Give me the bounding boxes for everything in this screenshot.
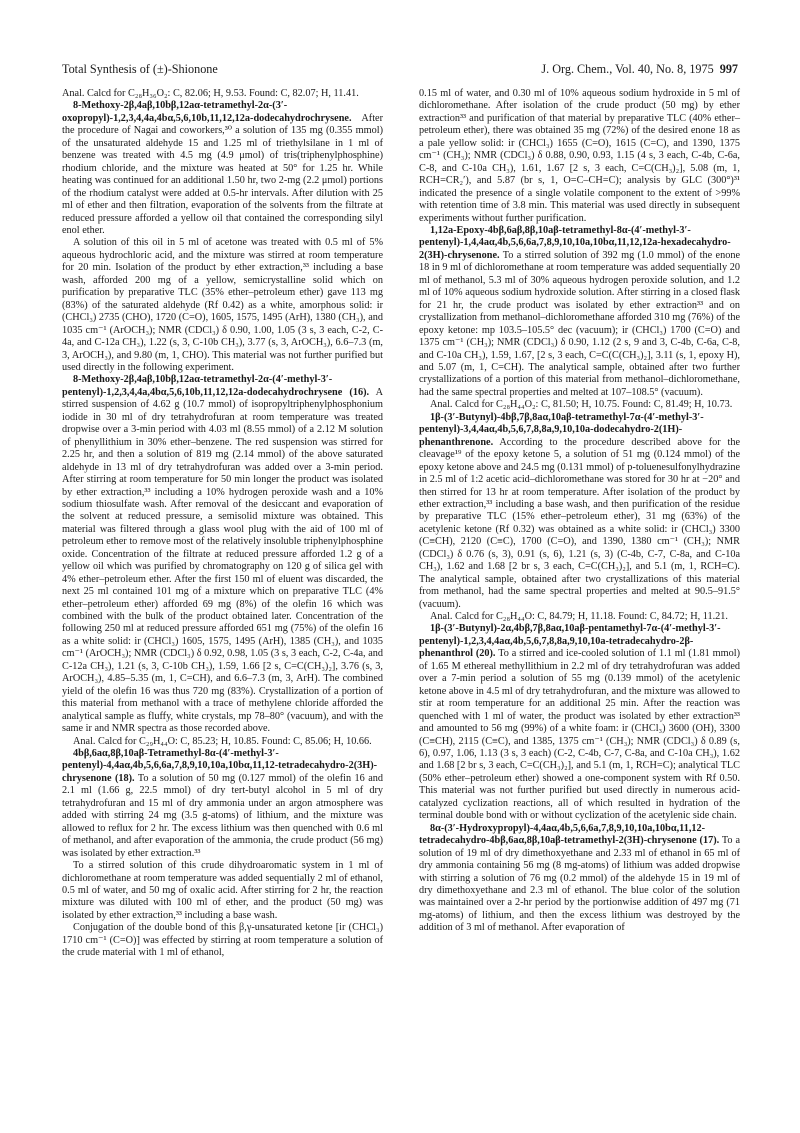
running-title: Total Synthesis of (±)-Shionone xyxy=(62,62,218,76)
compound-paragraph xyxy=(419,623,740,822)
body-paragraph: Anal. Calcd for C₂₈H₄₄O: C, 84.79; H, 11.18. Found: C, 84.72; H, 11.21. xyxy=(430,611,728,623)
compound-title: 8-Methoxy-2β,4aβ,10bβ,12aα-tetramethyl-2α-(4′-methyl-3′-pentenyl)-1,2,3,4,4a,4bα,5,6,10b,11,12,12a-dodecahydrochrysene (16). xyxy=(62,374,370,398)
compound-paragraph xyxy=(419,823,740,935)
body-paragraph: To a stirred solution of this crude dihydroaromatic system in 1 ml of dichloromethane at room temperature was added sequentially 2 ml of ethanol, 0.5 ml of water, and 50 mg of oxalic acid. After stirring for 2 hr, the reaction mixture was diluted with 100 ml of ether, and the product (50 mg) was isolated by ether extraction,³³ including a base wash. xyxy=(62,860,383,921)
procedure-text: To a solution of 50 mg (0.127 mmol) of the olefin 16 and 2.1 ml (1.66 g, 22.5 mmol) of dry tert-butyl alcohol in 5 ml of dry tetrahydrofuran and 15 ml of dry ammonia under an argon atmosphere was added with stirring 24 mg (3.5 g-atoms) of lithium, and the mixture was allowed to reflux for 2 hr. The excess lithium was then quenched with 0.6 ml of methanol, and after evaporation of the ammonia, the crude product (56 mg) was isolated by ether extraction.³³ xyxy=(62,772,383,859)
page-number: 997 xyxy=(719,62,738,76)
procedure-text: According to the procedure described above for the cleavage¹⁹ of the epoxy ketone 5, a solution of 51 mg (0.124 mmol) of the epoxy ketone above and 24.5 mg (0.131 mmol) of p-toluenesulfonylhydrazine in 2.5 ml of 1:2 acetic acid–dichloromethane was stored for 30 hr at −20° and then stirred for 13 hr at room temperature. After isolation of the product by ether extraction,³³ including a base wash, and then purification of the residue by preparative TLC (15% ether–petroleum ether), 31 mg (63%) of the acetylenic ketone (Rf 0.32) was obtained as a white solid: ir (CHCl₃) 3300 (C≡CH), 2120 (C≡C), 1700 (C=O), and 1390, 1380 cm⁻¹ (CH₃); NMR (CDCl₃) δ 0.76 (s, 3), 0.91 (s, 6), 1.21 (s, 3) (C-4b, C-7, C-8a, and C-10a CH₃), 1.62 and 1.68 [2 br s, 3 each, C=C(CH₃)₂], and 5.1 (m, 1, RCH=C). The analytical sample, obtained after two crystallizations of this material from methanol, had the same spectral properties and melted at 90.5–91.5° (vacuum). xyxy=(419,436,740,610)
procedure-text: To a stirred and ice-cooled solution of 1.1 ml (1.81 mmol) of 1.65 M ethereal methyllithium in 2.2 ml of dry tetrahydrofuran was added over a 7-min period a solution of 55 mg (0.139 mmol) of the acetylenic ketone above in 4.5 ml of dry tetrahydrofuran, and the mixture was allowed to stir at room temperature for an additional 25 min. After the reaction was quenched with 1 ml of water, the product was isolated by ether extraction³³ and amounted to 56 mg (99%) of a white foam: ir (CHCl₃) 3600 (OH), 3300 (C≡CH), 2115 (C≡C), and 1385, 1375 cm⁻¹ (CH₃); NMR (CDCl₃) δ 0.89 (s, 6), 0.97, 1.06, 1.13 (3 s, 3 each) (C-2, C-4b, C-7, C-8a, and C-10a CH₃), 1.62 and 1.68 [2 br s, 3 each, C=C(CH₃)₂], and 5.1 (m, 1, RCH=C); analytical TLC (50% ether–petroleum ether) showed a one-component system with Rf 0.50. This material was not further purified but used directly in numerous acid-catalyzed cyclization reactions, all of which resulted in hydration of the terminal double bond with or without cyclization of the acetylenic side chain. xyxy=(419,648,740,822)
compound-paragraph xyxy=(419,412,740,611)
body-paragraph: Conjugation of the double bond of this β,γ-unsaturated ketone [ir (CHCl₃) 1710 cm⁻¹ (C=O)] was effected by stirring at room temperature a solution of the crude material with 1 ml of ethanol, xyxy=(62,922,383,959)
compound-title: 1β-(3′-Butynyl)-4bβ,7β,8aα,10aβ-tetramethyl-7α-(4′-methyl-3′-pentenyl)-3,4,4aα,4b,5,6,7,8,8a,9,10,10a-dodecahydro-2(1H)-phenanthrenone. xyxy=(419,411,704,448)
compound-title: 1β-(3′-Butynyl)-2α,4bβ,7β,8aα,10aβ-pentamethyl-7α-(4′-methyl-3′-pentenyl)-1,2,3,4,4aα,4b,5,6,7,8,8a,9,10,10a-tetradecahydro-2β-phenanthrol (20). xyxy=(419,623,721,660)
compound-title: 8α-(3′-Hydroxypropyl)-4,4aα,4b,5,6,6a,7,8,9,10,10a,10bα,11,12-tetradecahydro-4bβ,6aα,8β,10aβ-tetramethyl-2(3H)-chrysenone (17). xyxy=(419,822,720,847)
left-column xyxy=(62,88,383,960)
compound-paragraph xyxy=(62,748,383,860)
compound-paragraph xyxy=(62,374,383,735)
procedure-text: To a solution of 19 ml of dry dimethoxyethane and 2.33 ml of ethanol in 65 ml of dry ammonia containing 56 mg (8 mg-atoms) of lithium was added dropwise with stirring a solution of 76 mg (0.2 mmol) of the aldehyde 15 in 19 ml of dry dimethoxyethane and 2.3 ml of ethanol. The blue color of the solution was maintained over a 2-hr period by the portionwise addition of 497 mg (71 mg-atoms) of lithium, and then the excess lithium was destroyed by the addition of 3 ml of methanol. After evaporation of xyxy=(419,835,740,934)
procedure-text: After the procedure of Nagai and coworkers,³⁰ a solution of 135 mg (0.355 mmol) of the unsaturated aldehyde 15 and 1.25 ml of triethylsilane in 1 ml of benzene was treated with 4.5 mg (4.9 μmol) of tris(triphenylphosphine) rhodium chloride, and the mixture was heated at 50° for 1.25 hr. While heating was continued for an additional 1.50 hr, two 2-mg (2.2 μmol) portions of the rhodium catalyst were added at 0.5-hr intervals. After dilution with 25 ml of ether and then filtration, evaporation of the solvents from the filtrate at reduced pressure afforded a yellow oil that contained the corresponding silyl enol ether. xyxy=(62,112,383,236)
journal-citation xyxy=(541,62,738,77)
journal-name: J. Org. Chem., Vol. 40, No. 8, 1975 xyxy=(541,62,714,76)
compound-title: 8-Methoxy-2β,4aβ,10bβ,12aα-tetramethyl-2α-(3′-oxopropyl)-1,2,3,4,4a,4bα,5,6,10b,11,12,12a-dodecahydrochrysene. xyxy=(62,100,352,124)
right-column xyxy=(419,88,740,935)
body-paragraph: 0.15 ml of water, and 0.30 ml of 10% aqueous sodium hydroxide in 5 ml of dichloromethane. After isolation of the crude product (50 mg) by ether extraction³³ and purification of that material by preparative TLC (40% ether–petroleum ether), there was obtained 35 mg (72%) of the desired enone 18 as a pale yellow solid: ir (CHCl₃) 1655 (C=O), 1615 (C=C), and 1390, 1375 cm⁻¹ (CH₃); NMR (CDCl₃) δ 0.88, 0.90, 0.93, 1.15 (4 s, 3 each, C-4b, C-6a, C-8, and C-10a CH₃), 1.61, 1.67 [2 s, 3 each, C=C(CH₃)₂], 5.08 (m, 1, RCH=CR₂′), and 5.87 (br s, 1, O=C–CH=C); analysis by GLC (300°)³¹ indicated the presence of a single volatile component to the extent of >99% with retention time of 3.8 min. This material was used directly in subsequent experiments without further purification. xyxy=(419,88,740,224)
procedure-text: To a stirred solution of 392 mg (1.0 mmol) of the enone 18 in 9 ml of dichloromethane at room temperature was added sequentially 20 ml of methanol, 5.3 ml of 30% aqueous hydrogen peroxide solution, and 1.2 ml of 10% aqueous sodium hydroxide solution. After stirring in a closed flask for 21 hr, the crude product was isolated by ether extraction³³ and on crystallization from methanol–dichloromethane afforded 310 mg (76%) of the epoxy ketone: mp 103.5–105.5° dec (vacuum); ir (CHCl₃) 1700 (C=O) and 1375 cm⁻¹ (CH₃); NMR (CDCl₃) δ 0.90, 1.12 (2 s, 9 and 3, C-4b, C-6a, C-8, and C-10a CH₃), 1.59, 1.67, [2 s, 3 each, C=C(C(CH₃)₂], 3.11 (s, 1, epoxy H), and 5.07 (m, 1, C=CH). The analytical sample, obtained after two further crystallizations of a portion of this material from methanol–dichloromethane, had the same spectral properties and melted at 107–108.5° (vacuum). xyxy=(419,249,740,398)
compound-title: 1,12a-Epoxy-4bβ,6aβ,8β,10aβ-tetramethyl-8α-(4′-methyl-3′-pentenyl)-1,4,4aα,4b,5,6,6a,7,8,9,10,10a,10bα,11,12,12a-hexadecahydro-2(3H)-chrysenone. xyxy=(419,224,731,261)
body-paragraph: A solution of this oil in 5 ml of acetone was treated with 0.5 ml of 5% aqueous hydrochloric acid, and the mixture was stirred at room temperature for 20 min. Isolation of the product by ether extraction,³³ including a base wash, afforded 200 mg of a yellow, semicrystalline solid which on purification by preparative TLC (35% ether–petroleum ether) gave 113 mg (83%) of the saturated aldehyde (Rf 0.42) as a white, amorphous solid: ir (CHCl₃) 2735 (CHO), 1720 (C=O), 1605, 1575, 1495 (ArH), 1380 (CH₃), and 1035 cm⁻¹ (ArOCH₃); NMR (CDCl₃) δ 0.90, 1.00, 1.05 (3 s, 3 each, C-2, C-4a, and C-12a CH₃), 1.22 (s, 3, C-10b CH₃), 3.77 (s, 3, ArOCH₃), 6.6–7.3 (m, 3, ArOCH₃), and 9.80 (m, 1, CHO). This material was not further purified but used directly in the following experiment. xyxy=(62,237,383,373)
compound-title: 4bβ,6aα,8β,10aβ-Tetramethyl-8α-(4′-methyl-3′-pentenyl)-4,4aα,4b,5,6,6a,7,8,9,10,10a,10bα,11,12-tetradecahydro-2(3H)-chrysenone (18). xyxy=(62,748,378,784)
compound-paragraph xyxy=(62,100,383,237)
body-paragraph: Anal. Calcd for C₂₈H₄₄O₂: C, 81.50; H, 10.75. Found: C, 81.49; H, 10.73. xyxy=(430,399,733,411)
page-header xyxy=(62,62,738,80)
procedure-text: A stirred suspension of 4.62 g (10.7 mmol) of isopropyltriphenylphosphonium iodide in 30 ml of dry tetrahydrofuran at room temperature was treated dropwise over a 3-min period with 4.03 ml (8.55 mmol) of a 2.12 M solution of phenyllithium in 30% ether–benzene. The red suspension was stirred for 2.25 hr, and then a solution of 819 mg (2.14 mmol) of the above saturated aldehyde in 13 ml of dry tetrahydrofuran was added over a 3-min period. After stirring at room temperature for 50 min longer the product was isolated by ether extraction,³³ including a 10% hydrogen peroxide wash and a 10% sodium thiosulfate wash. After removal of the desiccant and evaporation of the solvent at reduced pressure, a semisolid mixture was obtained. This material was filtered through a glass wool plug with the aid of 100 ml of petroleum ether to remove most of the relatively insoluble triphenylphosphine oxide. Concentration of the filtrate at reduced pressure afforded 1.2 g of a yellow oil which was purified by chromatography on 120 g of silica gel with 4% ether–petroleum ether. After the first 150 ml of eluent was discarded, the next 25 ml contained 101 mg of a mixture which on preparative TLC (4% ether–petroleum ether) afforded 69 mg (8%) of the olefin 16 which was combined with the bulk of the product obtained later. Concentration of the following 250 ml at reduced pressure afforded 651 mg (75%) of the olefin 16 as a white solid: ir (CHCl₃) 1605, 1575, 1495 (ArH), 1385 (CH₃), and 1035 cm⁻¹ (ArOCH₃); NMR (CDCl₃) δ 0.92, 0.98, 1.05 (3 s, 3 each, C-2, C-4a, and C-12a CH₃), 1.21 (s, 3, C-10b CH₃), 1.59, 1.66 [2 s, C=C(CH₃)₂], 3.76 (s, 3, ArOCH₃), 4.85–5.35 (m, 1, C=CH), and 6.6–7.3 (m, 3, ArH). The combined yield of the olefin 16 was thus 720 mg (83%). Crystallization of a portion of this material from methanol with a trace of methylene chloride afforded the analytical sample as fluffy, white crystals, mp 78–80° (vacuum), and with the same ir and NMR spectra as those recorded above. xyxy=(62,386,383,735)
compound-paragraph xyxy=(419,225,740,399)
body-paragraph: Anal. Calcd for C₂₈H₃₆O₂: C, 82.06; H, 9.53. Found: C, 82.07; H, 11.41. xyxy=(62,88,359,99)
body-paragraph: Anal. Calcd for C₂₉H₄₄O: C, 85.23; H, 10.85. Found: C, 85.06; H, 10.66. xyxy=(73,735,372,747)
